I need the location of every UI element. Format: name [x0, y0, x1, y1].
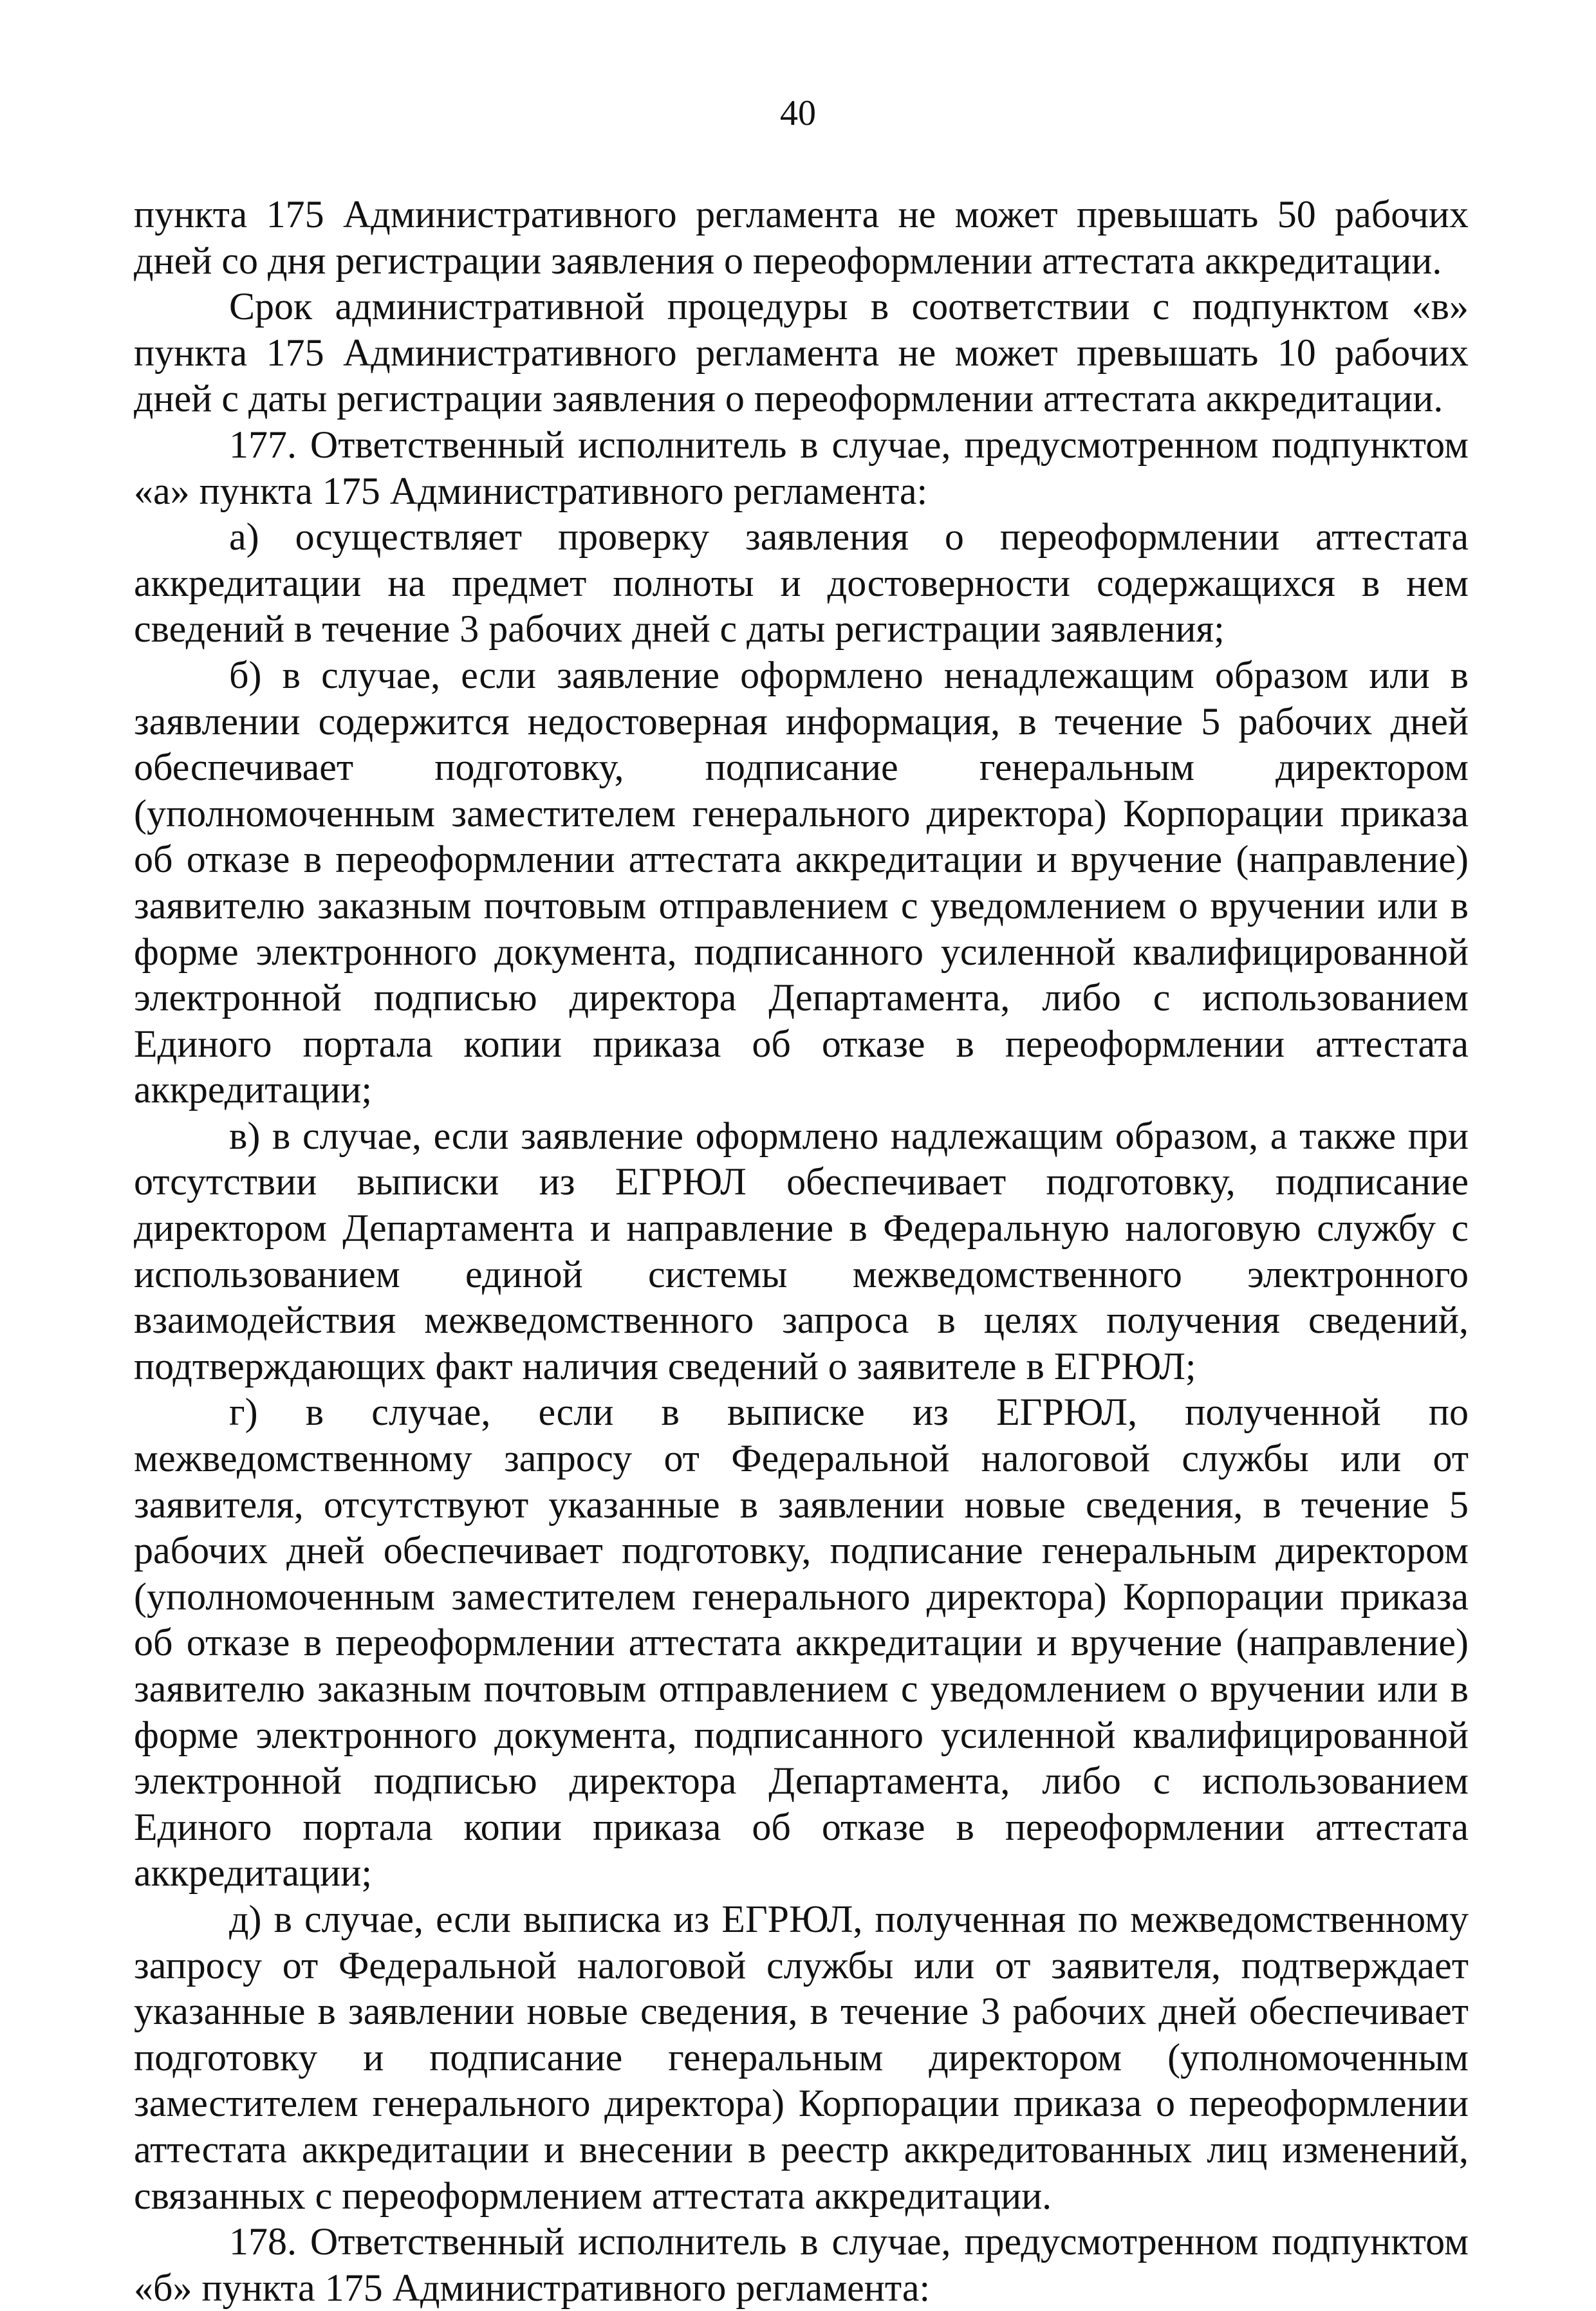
paragraph-term-clause-v: Срок административной процедуры в соответствии с подпунктом «в» пункта 175 Административного регламента не может превышать 10 рабочих дней с даты регистрации заявления о переоформлении аттестата аккредитации. [134, 285, 1469, 420]
page-number: 40 [780, 93, 816, 133]
list-item-v: в) в случае, если заявление оформлено надлежащим образом, а также при отсутствии выписки из ЕГРЮЛ обеспечивает подготовку, подписание директором Департамента и направление в Федеральную налоговую службу с использованием единой системы межведомственного электронного взаимодействия межведомственного запроса в целях получения сведений, подтверждающих факт наличия сведений о заявителе в ЕГРЮЛ; [134, 1114, 1469, 1388]
paragraph-continuation: пункта 175 Административного регламента не может превышать 50 рабочих дней со дня регистрации заявления о переоформлении аттестата аккредитации. [134, 193, 1469, 282]
list-item-g: г) в случае, если в выписке из ЕГРЮЛ, полученной по межведомственному запросу от Федеральной налоговой службы или от заявителя, отсутствуют указанные в заявлении новые сведения, в течение 5 рабочих дней обеспечивает подготовку, подписание генеральным директором (уполномоченным заместителем генерального директора) Корпорации приказа об отказе в переоформлении аттестата аккредитации и вручение (направление) заявителю заказным почтовым отправлением с уведомлением о вручении или в форме электронного документа, подписанного усиленной квалифицированной электронной подписью директора Департамента, либо с использованием Единого портала копии приказа об отказе в переоформлении аттестата аккредитации; [134, 1391, 1469, 1895]
list-item-a: а) осуществляет проверку заявления о переоформлении аттестата аккредитации на предмет полноты и достоверности содержащихся в нем сведений в течение 3 рабочих дней с даты регистрации заявления; [134, 515, 1469, 651]
list-item-d: д) в случае, если выписка из ЕГРЮЛ, полученная по межведомственному запросу от Федеральной налоговой службы или от заявителя, подтверждает указанные в заявлении новые сведения, в течение 3 рабочих дней обеспечивает подготовку и подписание генеральным директором (уполномоченным заместителем генерального директора) Корпорации приказа о переоформлении аттестата аккредитации и внесении в реестр аккредитованных лиц изменений, связанных с переоформлением аттестата аккредитации. [134, 1897, 1469, 2217]
document-body [134, 192, 1469, 2311]
paragraph-178-heading: 178. Ответственный исполнитель в случае, предусмотренном подпунктом «б» пункта 175 Административного регламента: [134, 2220, 1469, 2309]
paragraph-177-heading: 177. Ответственный исполнитель в случае, предусмотренном подпунктом «а» пункта 175 Административного регламента: [134, 423, 1469, 512]
list-item-b: б) в случае, если заявление оформлено ненадлежащим образом или в заявлении содержится недостоверная информация, в течение 5 рабочих дней обеспечивает подготовку, подписание генеральным директором (уполномоченным заместителем генерального директора) Корпорации приказа об отказе в переоформлении аттестата аккредитации и вручение (направление) заявителю заказным почтовым отправлением с уведомлением о вручении или в форме электронного документа, подписанного усиленной квалифицированной электронной подписью директора Департамента, либо с использованием Единого портала копии приказа об отказе в переоформлении аттестата аккредитации; [134, 653, 1469, 1111]
